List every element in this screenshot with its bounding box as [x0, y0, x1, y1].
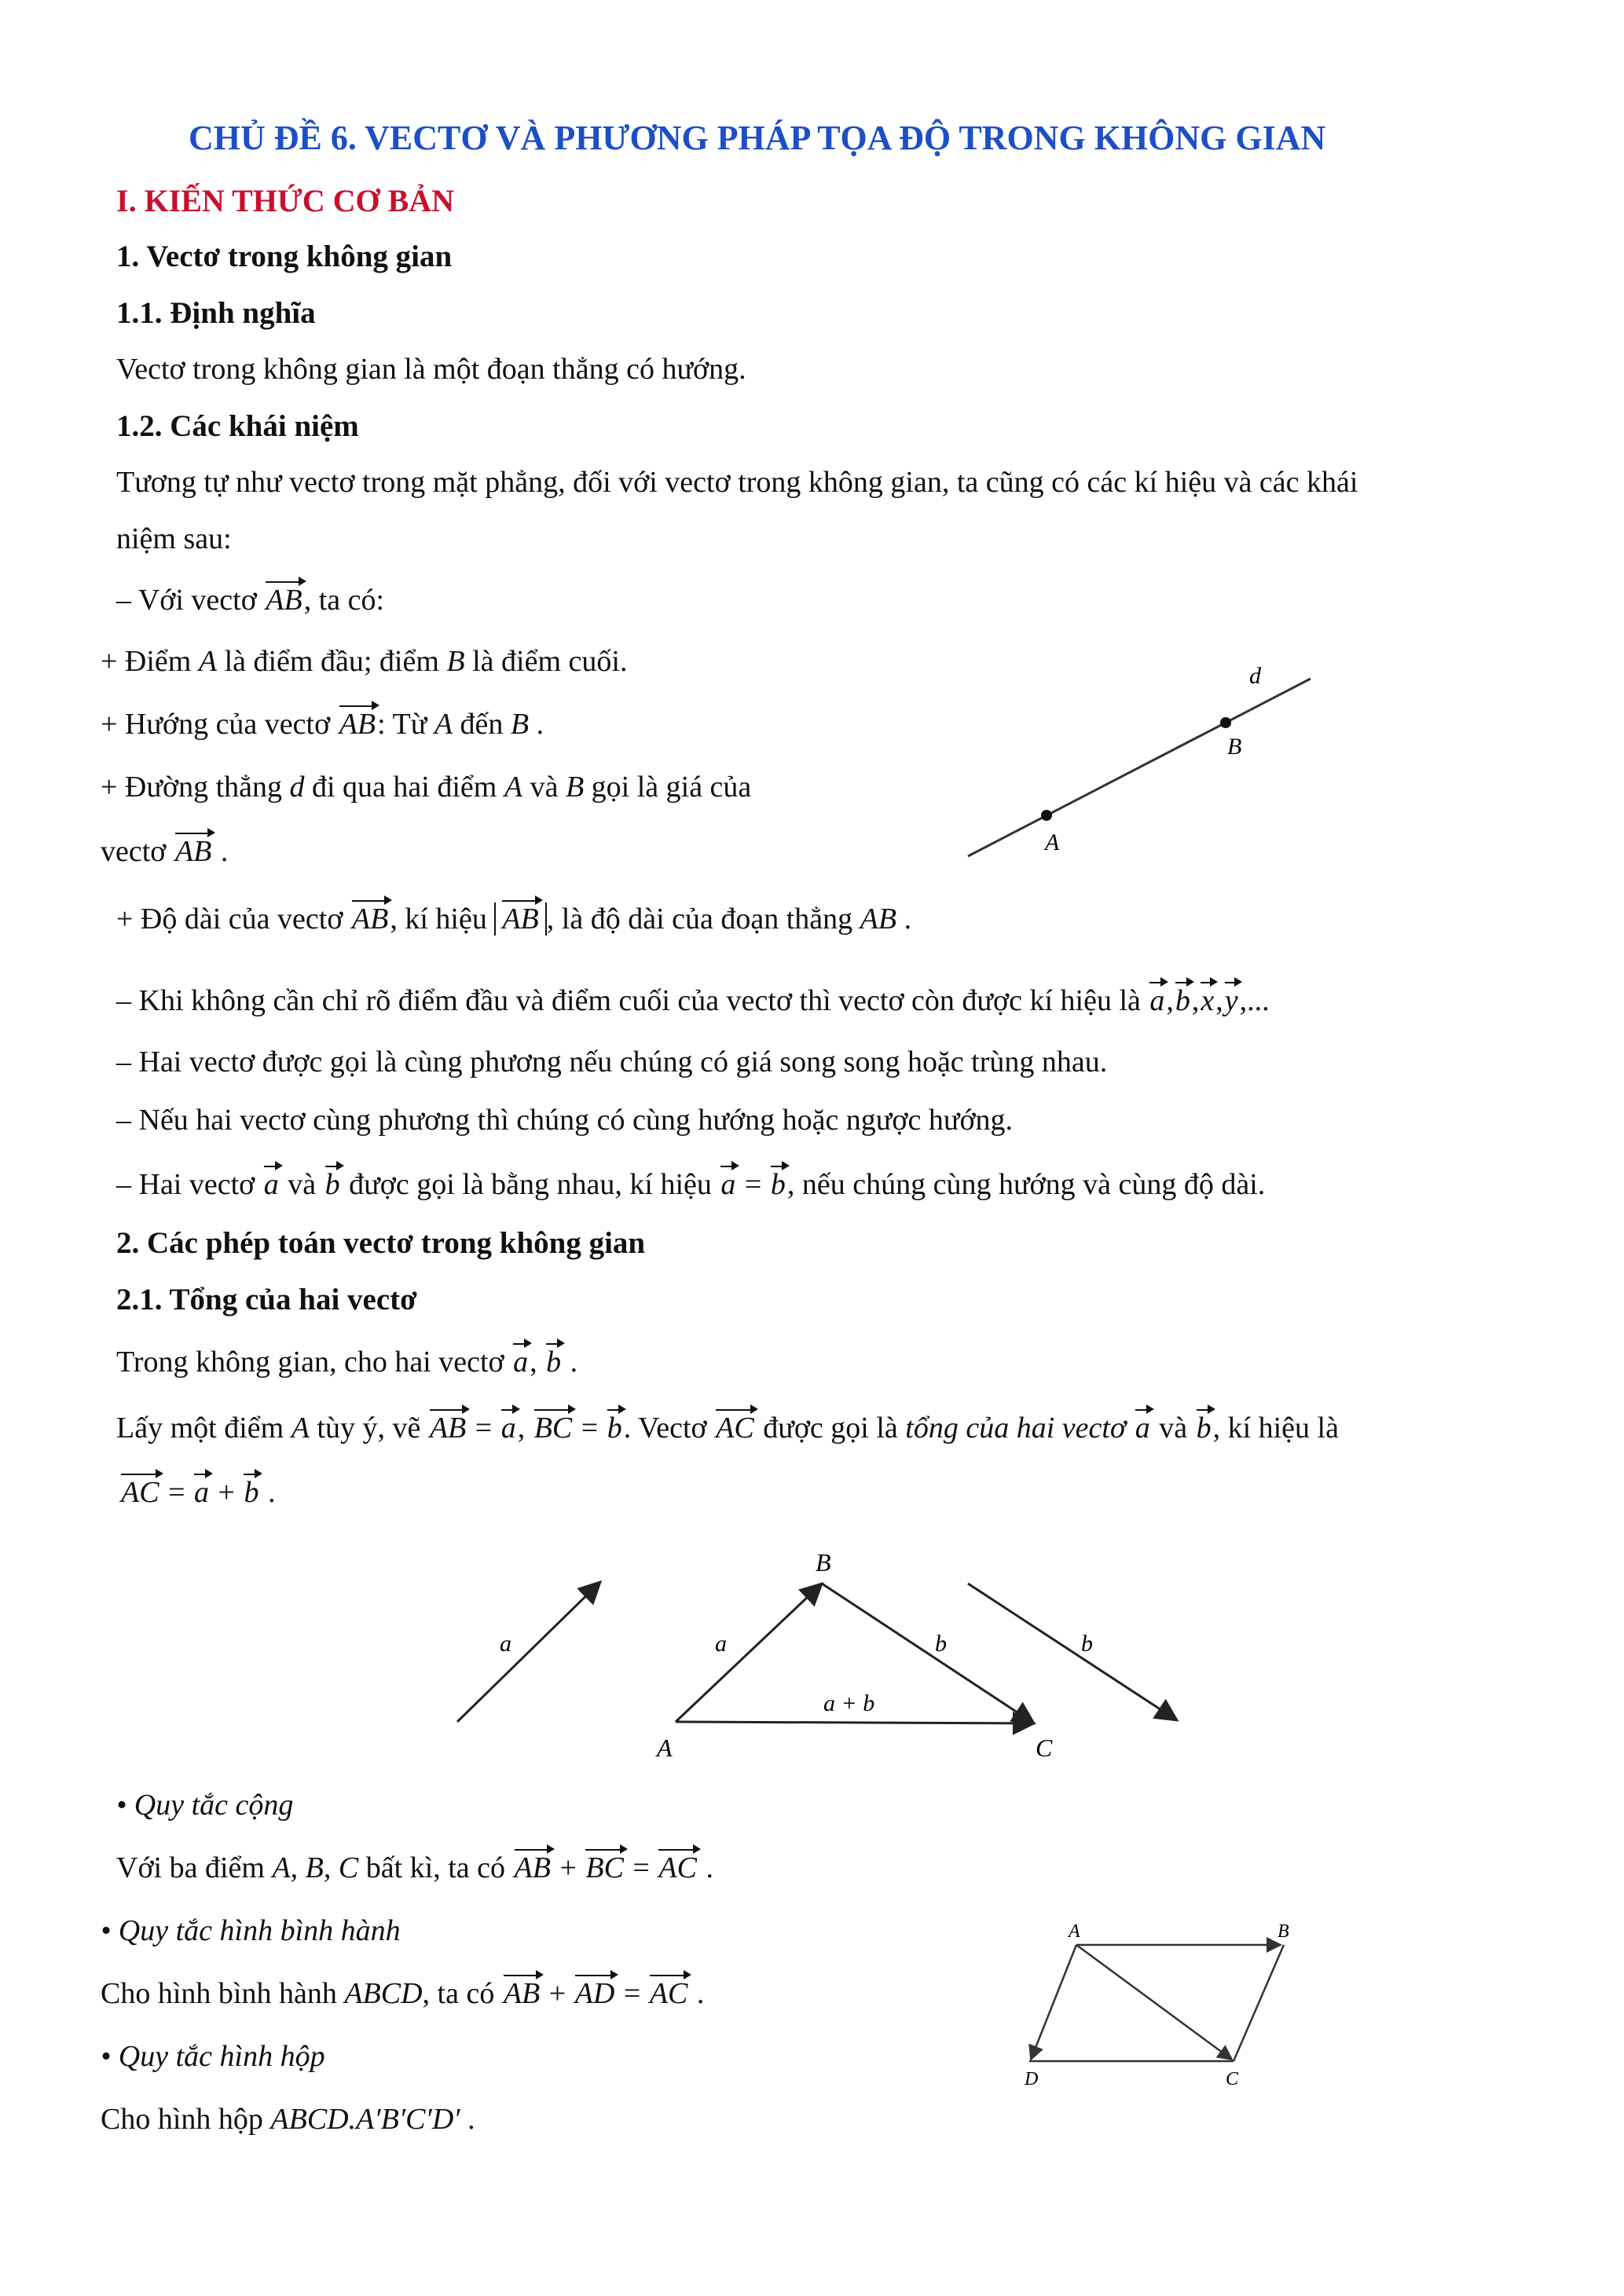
vector-symbol: BC	[584, 1851, 625, 1887]
point-b	[1220, 717, 1231, 728]
label-point-a: A	[657, 1734, 673, 1762]
label-point-c: C	[1036, 1734, 1053, 1762]
text: .	[536, 708, 544, 741]
text: , ta có:	[303, 584, 385, 617]
label-b-mid: b	[935, 1631, 947, 1657]
vector-ab	[676, 1584, 822, 1722]
text: + Hướng của vectơ	[101, 708, 331, 741]
label-b-right: b	[1081, 1631, 1093, 1657]
label-a-left: a	[500, 1631, 511, 1657]
subsection-heading: 1.2. Các khái niệm	[116, 409, 359, 443]
math-symbol: A	[291, 1412, 310, 1445]
subsection-heading: 2.1. Tổng của hai vectơ	[116, 1283, 417, 1316]
vector-symbol: x	[1199, 983, 1215, 1020]
label-d: d	[1249, 663, 1261, 689]
text: – Khi không cần chỉ rõ điểm đầu và điểm cuối của vectơ thì vectơ còn được kí hiệu là	[116, 984, 1141, 1017]
text: được gọi là bằng nhau, kí hiệu	[349, 1168, 712, 1201]
text: .	[467, 2103, 475, 2136]
math-symbol: A	[434, 708, 453, 741]
text: , là độ dài của đoạn thẳng	[546, 903, 853, 936]
label-b: B	[1227, 734, 1242, 760]
text: vectơ	[101, 835, 167, 868]
subsection-heading: 1.1. Định nghĩa	[116, 296, 316, 330]
rule-heading: • Quy tắc hình bình hành	[101, 1914, 401, 1947]
vector-symbol: a	[719, 1167, 737, 1203]
text: + Độ dài của vectơ	[116, 903, 343, 936]
list-item: – Nếu hai vectơ cùng phương thì chúng có cùng hướng hoặc ngược hướng.	[116, 1104, 1014, 1137]
text: ,...	[1239, 984, 1270, 1017]
subsection-heading: 1. Vectơ trong không gian	[116, 240, 453, 273]
label-a: A	[1045, 829, 1060, 855]
vector-symbol: b	[242, 1475, 260, 1511]
text: , kí hiệu	[390, 903, 487, 936]
paragraph: Với ba điểm A, B, C bất kì, ta có AB + BC = AC .	[116, 1851, 713, 1887]
paragraph: Tương tự như vectơ trong mặt phẳng, đối với vectơ trong không gian, ta cũng có các kí hiệu và các khái	[116, 466, 1358, 499]
text: . Vectơ	[623, 1412, 707, 1445]
text: Lấy một điểm	[116, 1412, 284, 1445]
point-a	[1041, 810, 1052, 821]
text: Trong không gian, cho hai vectơ	[116, 1346, 504, 1379]
math-symbol: B	[510, 708, 530, 741]
math-symbol: A	[504, 771, 523, 804]
paragraph	[101, 2102, 475, 2138]
vector-sum-figure	[440, 1540, 1210, 1775]
list-item	[101, 707, 544, 743]
text: là điểm cuối.	[472, 645, 628, 678]
rule-heading: • Quy tắc hình hộp	[101, 2040, 325, 2073]
side-bc	[1234, 1945, 1284, 2061]
math-symbol: B	[565, 771, 585, 804]
vector-a-left	[457, 1582, 600, 1722]
text: Cho hình bình hành	[101, 1977, 337, 2010]
vector-symbol: AB	[174, 834, 213, 870]
vector-symbol: AB	[513, 1851, 552, 1887]
line-d	[968, 679, 1311, 856]
vector-symbol: AC	[657, 1851, 698, 1887]
list-item: – Hai vectơ a và b được gọi là bằng nhau, kí hiệu a = b, nếu chúng cùng hướng và cùng độ dài.	[116, 1167, 1265, 1203]
text: , ta có	[422, 1977, 495, 2010]
text: được gọi là	[763, 1412, 898, 1445]
text: ,	[530, 1346, 537, 1379]
text: – Với vectơ	[116, 584, 257, 617]
list-item: – Hai vectơ được gọi là cùng phương nếu chúng có giá song song hoặc trùng nhau.	[116, 1045, 1108, 1078]
vector-symbol: AB	[338, 707, 377, 743]
vector-symbol: AB	[264, 583, 303, 619]
label-b: B	[1278, 1921, 1289, 1942]
subsection-heading: 2. Các phép toán vectơ trong không gian	[116, 1226, 646, 1260]
text: Cho hình hộp	[101, 2103, 263, 2136]
text: đến	[460, 708, 504, 741]
text: : Từ	[377, 708, 427, 741]
list-item: – Khi không cần chỉ rõ điểm đầu và điểm cuối của vectơ thì vectơ còn được kí hiệu là a,b,x,y,...	[116, 983, 1270, 1020]
text: bất kì, ta có	[365, 1851, 506, 1884]
vector-symbol: b	[606, 1411, 624, 1447]
vector-symbol: AC	[648, 1976, 690, 2012]
label-c: C	[1226, 2069, 1239, 2089]
label-a-mid: a	[715, 1631, 727, 1657]
text: và	[1159, 1412, 1188, 1445]
text: .	[570, 1346, 578, 1379]
formula: AC = a + b .	[119, 1475, 275, 1511]
vector-symbol: AB	[502, 1976, 541, 2012]
label-sum: a + b	[823, 1690, 875, 1716]
paragraph: Lấy một điểm A tùy ý, vẽ AB = a, BC = b. Vectơ AC được gọi là tổng của hai vectơ a và b, kí hiệu là	[116, 1411, 1339, 1447]
section-heading: I. KIẾN THỨC CƠ BẢN	[116, 183, 455, 218]
diagonal-ac	[1076, 1945, 1232, 2060]
list-item	[101, 770, 751, 806]
text: Với ba điểm	[116, 1851, 265, 1884]
math-symbol: ABCD	[344, 1977, 423, 2010]
vector-symbol: AD	[574, 1976, 617, 2012]
vector-symbol: a	[511, 1345, 530, 1381]
rule-heading: • Quy tắc cộng	[116, 1789, 294, 1822]
line-figure	[959, 660, 1336, 864]
text: đi qua hai điểm	[312, 771, 497, 804]
vector-symbol: AB	[500, 902, 540, 938]
math-symbol: A, B, C	[272, 1851, 359, 1884]
vector-symbol: a	[1148, 983, 1166, 1020]
paragraph: Cho hình bình hành ABCD, ta có AB + AD = AC .	[101, 1976, 704, 2012]
italic-term: tổng của hai vectơ	[905, 1412, 1127, 1445]
vector-ac	[676, 1722, 1034, 1723]
vector-symbol: AC	[714, 1411, 756, 1447]
vector-symbol: AB	[350, 902, 390, 938]
text: là điểm đầu; điểm	[224, 645, 439, 678]
math-symbol: d	[289, 771, 305, 804]
vector-symbol: a	[1134, 1411, 1152, 1447]
text: , nếu chúng cùng hướng và cùng độ dài.	[786, 1168, 1266, 1201]
text: .	[220, 835, 229, 868]
vector-symbol: a	[500, 1411, 518, 1447]
math-symbol: B	[446, 645, 465, 678]
vector-symbol: b	[324, 1167, 342, 1203]
text: + Điểm	[101, 645, 192, 678]
text: + Đường thẳng	[101, 771, 282, 804]
paragraph: niệm sau:	[116, 522, 232, 555]
text: và	[530, 771, 559, 804]
paragraph: Vectơ trong không gian là một đoạn thẳng có hướng.	[116, 353, 746, 386]
list-item	[101, 644, 627, 680]
text: tùy ý, vẽ	[317, 1412, 421, 1445]
vector-symbol: AC	[119, 1475, 161, 1511]
math-symbol: AB	[860, 903, 897, 936]
list-item	[116, 902, 911, 938]
parallelogram-figure	[1014, 1917, 1344, 2105]
vector-symbol: a	[192, 1475, 211, 1511]
text: .	[904, 903, 912, 936]
math-symbol: ABCD.A′B′C′D′	[270, 2103, 460, 2136]
list-item	[101, 834, 228, 870]
list-item	[116, 583, 384, 619]
math-symbol: A	[198, 645, 218, 678]
page-title: CHỦ ĐỀ 6. VECTƠ VÀ PHƯƠNG PHÁP TỌA ĐỘ TRONG KHÔNG GIAN	[189, 119, 1326, 157]
text: – Hai vectơ	[116, 1168, 255, 1201]
vector-symbol: b	[769, 1167, 787, 1203]
vector-symbol: b	[544, 1345, 563, 1381]
side-ad	[1031, 1945, 1076, 2060]
vector-symbol: BC	[533, 1411, 574, 1447]
label-d: D	[1025, 2069, 1039, 2089]
vector-symbol: b	[1174, 983, 1192, 1020]
vector-symbol: a	[262, 1167, 280, 1203]
text: , kí hiệu là	[1212, 1412, 1339, 1445]
text: gọi là giá của	[591, 771, 752, 804]
label-point-b: B	[816, 1548, 831, 1576]
vector-symbol: AB	[428, 1411, 467, 1447]
label-a: A	[1069, 1921, 1080, 1942]
text: và	[288, 1168, 317, 1201]
vector-symbol: b	[1195, 1411, 1213, 1447]
paragraph	[116, 1345, 577, 1381]
vector-symbol: y	[1223, 983, 1240, 1020]
